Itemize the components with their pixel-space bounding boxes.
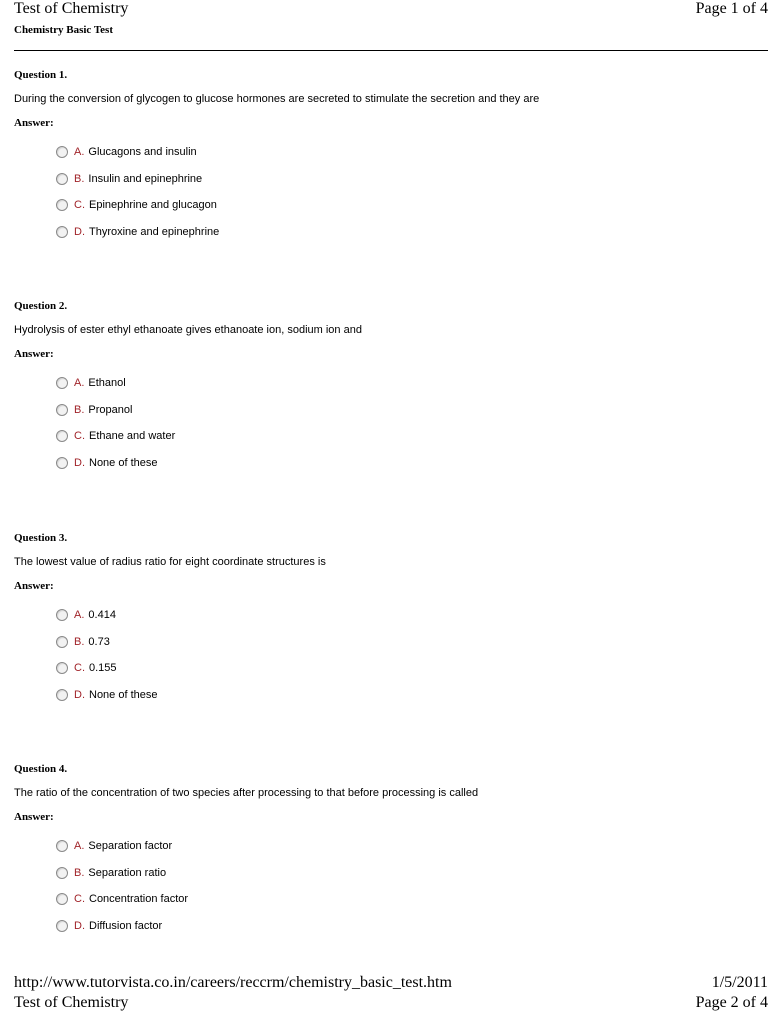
option-text: 0.73 [88,635,110,648]
option-text: Concentration factor [89,893,189,906]
question-label: Question 3. [14,532,68,544]
footer-url: http://www.tutorvista.co.in/careers/reccrm/chemistry_basic_test.htm [14,974,452,991]
document-subtitle: Chemistry Basic Test [14,24,113,36]
option-c[interactable] [56,423,754,450]
question-label: Question 2. [14,300,68,312]
option-b[interactable] [56,397,754,424]
question-1 [14,67,754,245]
radio-button[interactable] [56,199,68,211]
question-text: During the conversion of glycogen to glucose hormones are secreted to stimulate the secretion and they are [14,93,540,105]
option-text: Glucagons and insulin [88,146,197,159]
answer-label: Answer: [14,811,54,823]
option-a[interactable] [56,139,754,166]
option-letter: A. [74,609,85,622]
radio-button[interactable] [56,173,68,185]
option-d[interactable] [56,450,754,477]
option-text: Ethane and water [89,430,176,443]
option-letter: A. [74,146,85,159]
page-header [14,0,768,52]
option-letter: A. [74,840,85,853]
question-text: The lowest value of radius ratio for eight coordinate structures is [14,556,326,568]
option-letter: B. [74,403,85,416]
option-letter: D. [74,689,85,702]
footer-date: 1/5/2011 [711,974,768,991]
option-text: Thyroxine and epinephrine [89,226,220,239]
document-title: Test of Chemistry [14,0,129,17]
option-text: Propanol [88,403,133,416]
option-d[interactable] [56,913,754,940]
option-a[interactable] [56,370,754,397]
radio-button[interactable] [56,404,68,416]
option-letter: D. [74,457,85,470]
option-text: None of these [89,689,158,702]
question-text: Hydrolysis of ester ethyl ethanoate gives ethanoate ion, sodium ion and [14,324,362,336]
question-label: Question 1. [14,69,68,81]
radio-button[interactable] [56,920,68,932]
radio-button[interactable] [56,840,68,852]
question-label: Question 4. [14,763,68,775]
footer-page-number: Page 2 of 4 [695,994,768,1011]
option-a[interactable] [56,833,754,860]
answer-label: Answer: [14,117,54,129]
option-letter: C. [74,662,85,675]
question-4 [14,761,754,939]
radio-button[interactable] [56,689,68,701]
answer-options [14,370,754,476]
radio-button[interactable] [56,609,68,621]
option-letter: C. [74,893,85,906]
option-d[interactable] [56,219,754,246]
option-letter: D. [74,226,85,239]
radio-button[interactable] [56,893,68,905]
option-letter: B. [74,866,85,879]
option-text: Diffusion factor [89,920,163,933]
option-letter: B. [74,635,85,648]
header-divider [14,50,768,51]
answer-options [14,833,754,939]
answer-options [14,602,754,708]
radio-button[interactable] [56,867,68,879]
option-text: 0.155 [89,662,117,675]
option-text: Separation factor [88,840,173,853]
option-text: Epinephrine and glucagon [89,199,217,212]
question-3 [14,530,754,708]
option-c[interactable] [56,655,754,682]
option-c[interactable] [56,886,754,913]
radio-button[interactable] [56,457,68,469]
option-b[interactable] [56,860,754,887]
page-number: Page 1 of 4 [695,0,768,17]
radio-button[interactable] [56,377,68,389]
option-letter: C. [74,430,85,443]
option-letter: D. [74,920,85,933]
radio-button[interactable] [56,226,68,238]
option-text: Ethanol [88,377,126,390]
option-c[interactable] [56,192,754,219]
option-letter: C. [74,199,85,212]
option-b[interactable] [56,629,754,656]
option-text: Separation ratio [88,866,167,879]
question-2 [14,298,754,476]
option-letter: A. [74,377,85,390]
option-text: Insulin and epinephrine [88,172,203,185]
radio-button[interactable] [56,636,68,648]
radio-button[interactable] [56,430,68,442]
radio-button[interactable] [56,662,68,674]
question-text: The ratio of the concentration of two species after processing to that before processing is called [14,787,479,799]
option-b[interactable] [56,166,754,193]
radio-button[interactable] [56,146,68,158]
option-text: 0.414 [88,609,116,622]
option-letter: B. [74,172,85,185]
option-d[interactable] [56,682,754,709]
option-text: None of these [89,457,158,470]
answer-label: Answer: [14,580,54,592]
option-a[interactable] [56,602,754,629]
page-footer [14,974,768,1018]
answer-label: Answer: [14,348,54,360]
footer-title: Test of Chemistry [14,994,129,1011]
answer-options [14,139,754,245]
